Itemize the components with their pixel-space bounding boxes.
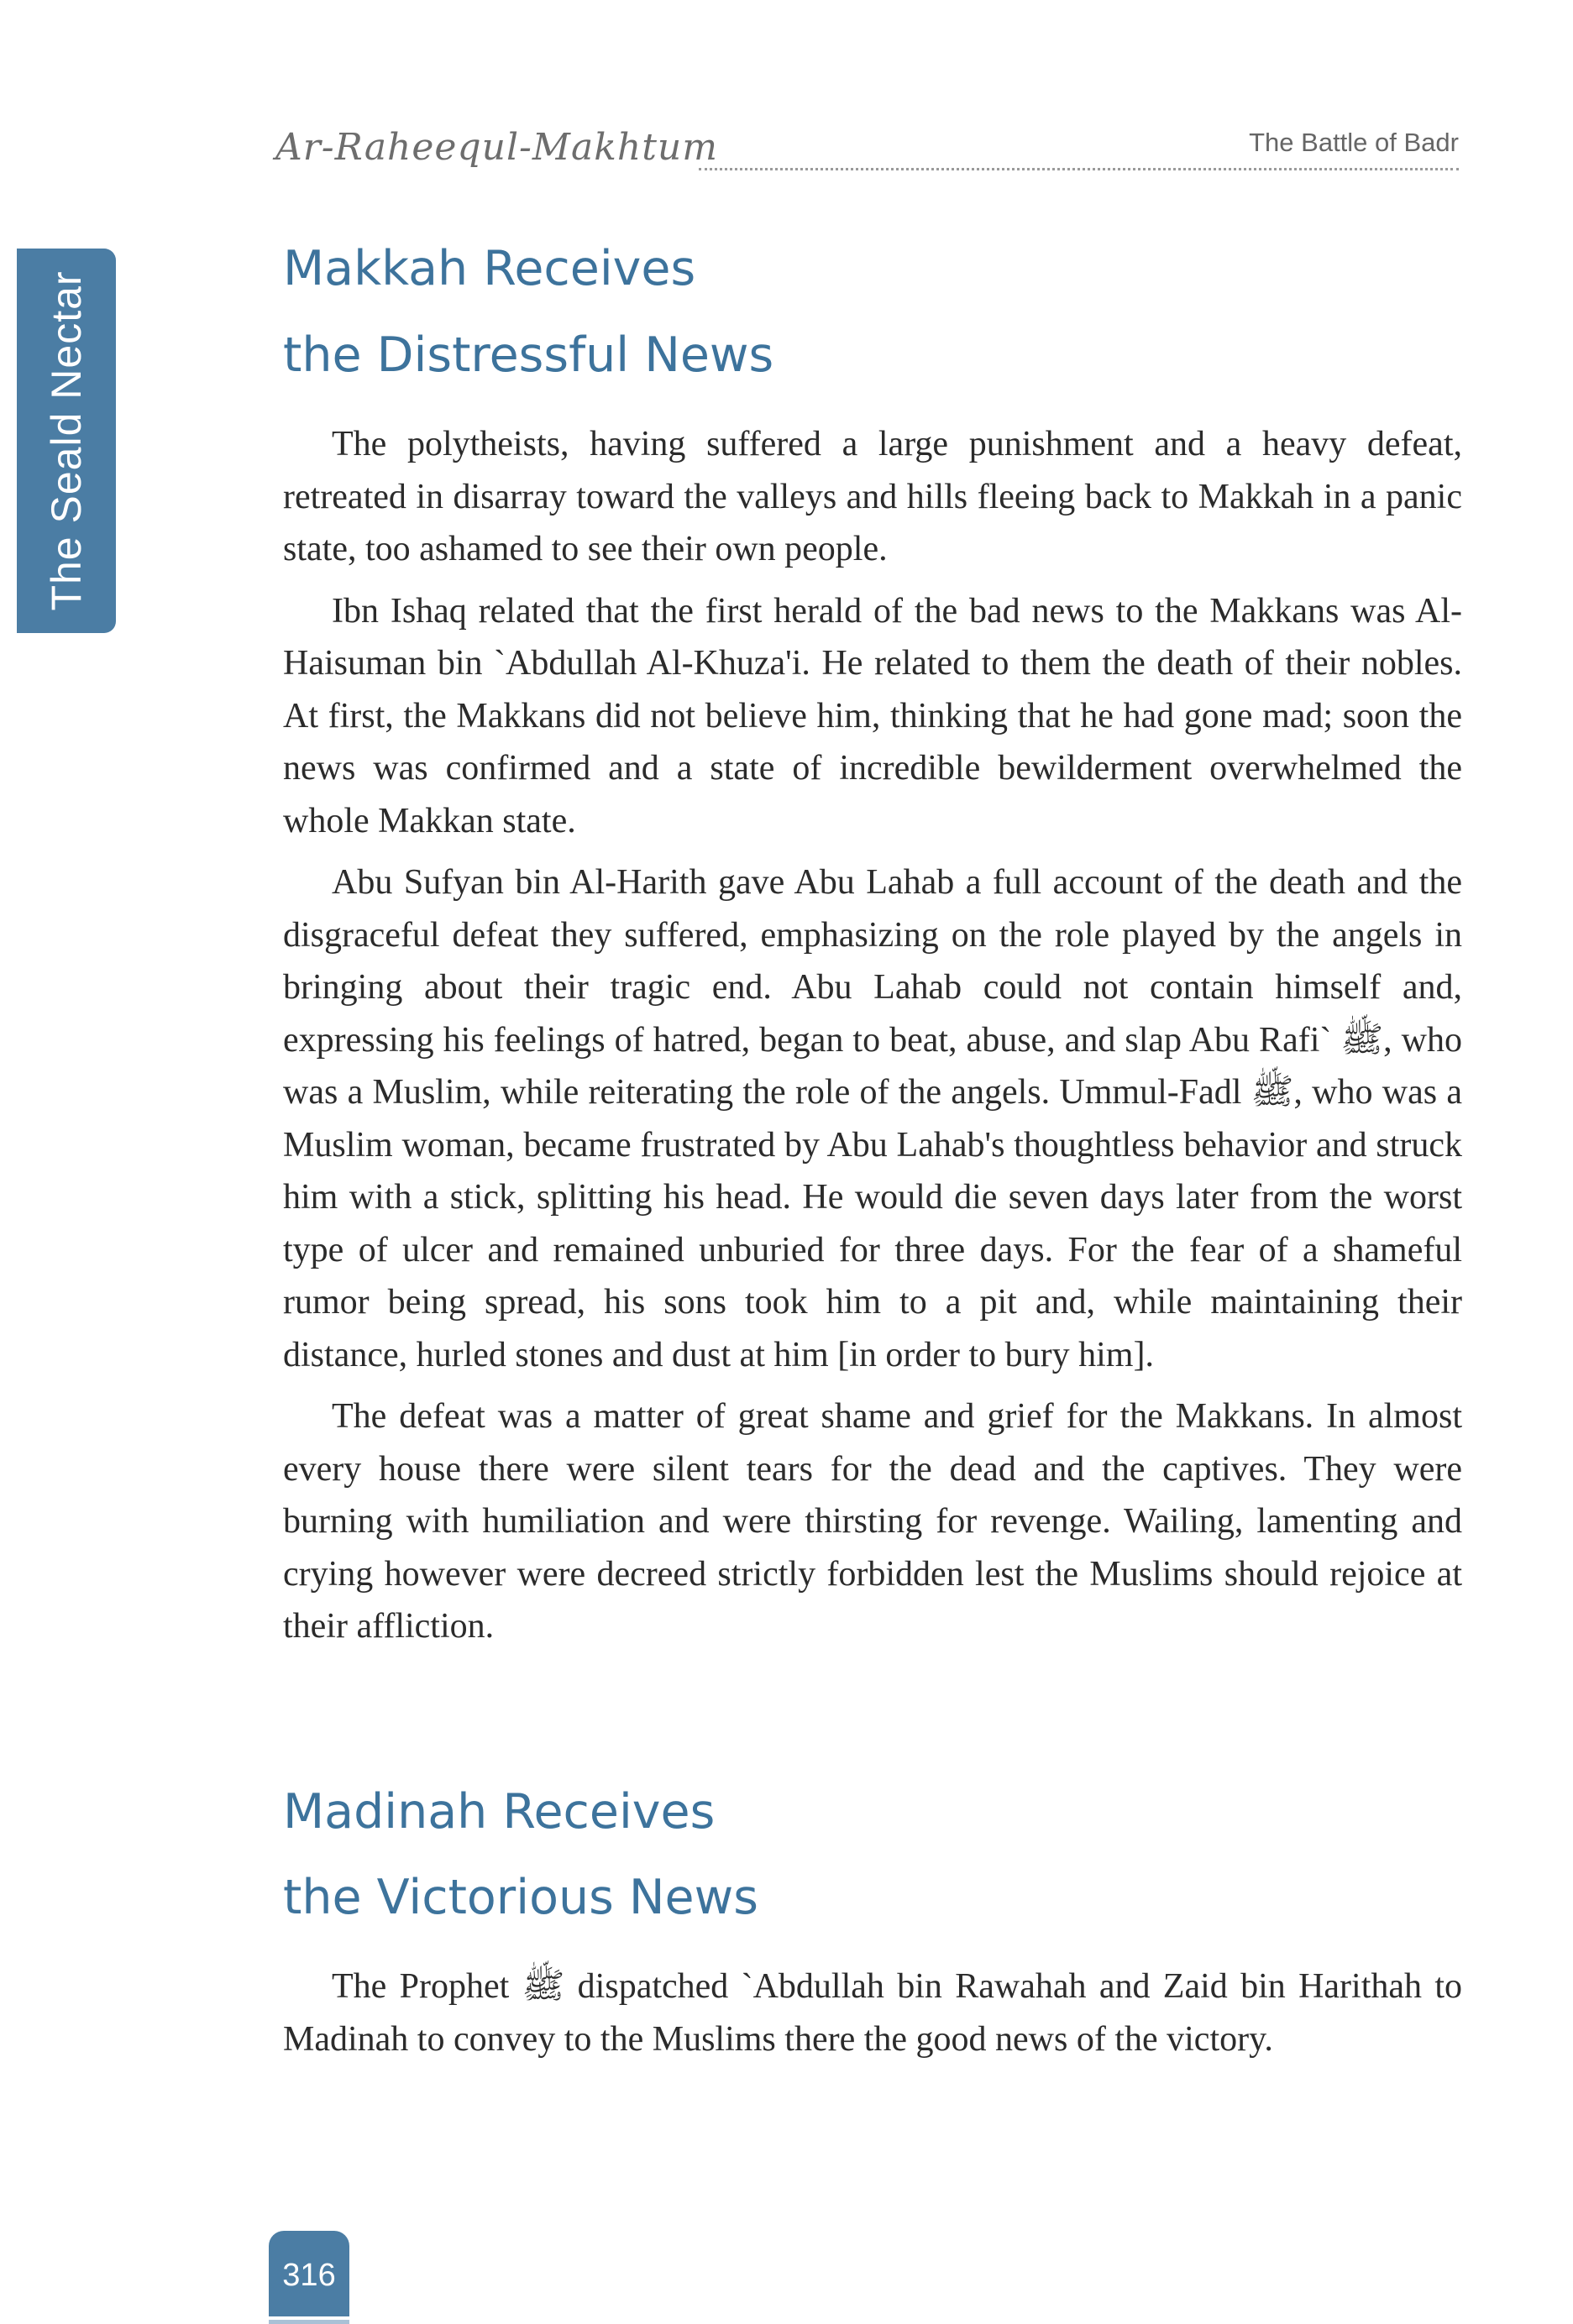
header-dotted-rule (699, 168, 1459, 170)
page-number: 316 (269, 2231, 349, 2316)
section-heading-line: Madinah Receives (283, 1784, 716, 1840)
section-heading-line: Makkah Receives (283, 241, 696, 296)
paragraph: Ibn Ishaq related that the first herald of the bad news to the Makkans was Al-Haisuman bin `Abdullah Al-Khuza'i. He related to them the death of their nobles. At first, the Makkans did not believe him, thinking that he had gone mad; soon the news was confirmed and a state of incredible bewilderment overwhelmed the whole Makkan state. (283, 591, 1462, 840)
section-heading-line: the Distressful News (283, 327, 774, 383)
paragraph: The defeat was a matter of great shame and grief for the Makkans. In almost every house there were silent tears for the dead and the captives. They were burning with humiliation and were thirsting for revenge. Wailing, lamenting and crying however were decreed strictly forbidden lest the Muslims should rejoice at their affliction. (283, 1397, 1462, 1646)
section-heading-line: the Victorious News (283, 1870, 758, 1925)
running-header-chapter: The Battle of Badr (1249, 128, 1459, 157)
page-number-underline (269, 2320, 349, 2324)
side-tab-label: The Seald Nectar (43, 270, 90, 611)
section-body (283, 418, 1462, 1662)
paragraph: Abu Sufyan bin Al-Harith gave Abu Lahab a full account of the death and the disgraceful defeat they suffered, emphasizing on the role played by the angels in bringing about their tragic end. Abu Lahab could not contain himself and, expressing his feelings of hatred, began to beat, abuse, and slap Abu Rafi` ﷺ, who was a Muslim, while reiterating the role of the angels. Ummul-Fadl ﷺ, who was a Muslim woman, became frustrated by Abu Lahab's thoughtless behavior and struck him with a stick, splitting his head. He would die seven days later from the worst type of ulcer and remained unburied for three days. For the fear of a shameful rumor being spread, his sons took him to a pit and, while maintaining their distance, hurled stones and dust at him [in order to bury him]. (283, 863, 1462, 1374)
section-body (283, 1960, 1462, 2075)
side-tab (17, 249, 116, 633)
paragraph: The polytheists, having suffered a large punishment and a heavy defeat, retreated in disarray toward the valleys and hills fleeing back to Makkah in a panic state, too ashamed to see their own people. (283, 425, 1462, 568)
running-header-book-title: Ar-Raheequl-Makhtum (275, 126, 718, 169)
paragraph: The Prophet ﷺ dispatched `Abdullah bin Rawahah and Zaid bin Harithah to Madinah to convey to the Muslims there the good news of the victory. (283, 1967, 1463, 2059)
